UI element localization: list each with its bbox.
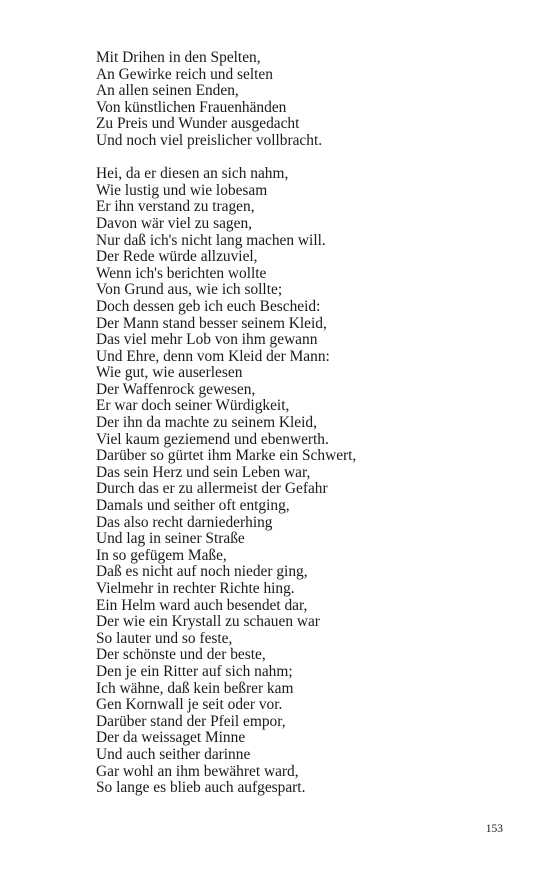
poem-line: Und lag in seiner Straße xyxy=(96,530,245,548)
poem-line: Davon wär viel zu sagen, xyxy=(96,214,252,232)
poem-line: Und Ehre, denn vom Kleid der Mann: xyxy=(96,347,330,365)
poem-line: Und noch viel preislicher vollbracht. xyxy=(96,131,323,149)
poem-line: Vielmehr in rechter Richte hing. xyxy=(96,580,295,597)
poem-line: Und auch seither darinne xyxy=(96,745,251,763)
poem-line: Der wie ein Krystall zu schauen war xyxy=(96,613,320,631)
poem-line: In so gefügem Maße, xyxy=(96,546,227,564)
poem-line: Der ihn da machte zu seinem Kleid, xyxy=(96,414,317,432)
stanza xyxy=(96,50,496,150)
poem-line: Von Grund aus, wie ich sollte; xyxy=(96,281,283,299)
poem-line: Durch das er zu allermeist der Gefahr xyxy=(96,480,328,498)
poem-line: Mit Drihen in den Spelten, xyxy=(96,49,261,66)
poem-line: Das also recht darniederhing xyxy=(96,513,273,531)
poem-line: Zu Preis und Wunder ausgedacht xyxy=(96,115,300,133)
poem-line: Von künstlichen Frauenhänden xyxy=(96,98,287,116)
poem-line: Der Mann stand besser seinem Kleid, xyxy=(96,314,327,332)
poem-line: Darüber stand der Pfeil empor, xyxy=(96,712,286,730)
poem-line: Der Rede würde allzuviel, xyxy=(96,248,258,266)
poem-line: Ich wähne, daß kein beßrer kam xyxy=(96,679,294,697)
poem-line: So lauter und so feste, xyxy=(96,629,233,647)
poem-line: Der da weissaget Minne xyxy=(96,729,246,747)
poem-line: Darüber so gürtet ihm Marke ein Schwert, xyxy=(96,447,357,465)
poem-line: Der Waffenrock gewesen, xyxy=(96,380,256,398)
poem-line: Gar wohl an ihm bewähret ward, xyxy=(96,762,299,780)
poem-line: Nur daß ich's nicht lang machen will. xyxy=(96,231,326,249)
poem-line: Er war doch seiner Würdigkeit, xyxy=(96,397,290,415)
poem-text xyxy=(96,50,496,797)
poem-line: So lange es blieb auch aufgespart. xyxy=(96,779,306,797)
poem-line: Wie gut, wie auserlesen xyxy=(96,364,243,382)
poem-line: Wie lustig und wie lobesam xyxy=(96,181,268,199)
poem-line: Den je ein Ritter auf sich nahm; xyxy=(96,662,293,680)
page-number: 153 xyxy=(485,823,503,835)
poem-line: Doch dessen geb ich euch Bescheid: xyxy=(96,297,321,315)
stanza xyxy=(96,166,496,797)
poem-line: Viel kaum geziemend und ebenwerth. xyxy=(96,430,329,448)
poem-line: Wenn ich's berichten wollte xyxy=(96,264,267,282)
poem-line: An Gewirke reich und selten xyxy=(96,65,273,83)
poem-line: Er ihn verstand zu tragen, xyxy=(96,198,255,216)
poem-line: Das sein Herz und sein Leben war, xyxy=(96,463,311,481)
poem-line: Das viel mehr Lob von ihm gewann xyxy=(96,331,318,349)
poem-line: Der schönste und der beste, xyxy=(96,646,266,664)
poem-line: Ein Helm ward auch besendet dar, xyxy=(96,596,308,614)
poem-line: An allen seinen Enden, xyxy=(96,82,239,100)
poem-line: Daß es nicht auf noch nieder ging, xyxy=(96,563,308,581)
poem-line: Damals und seither oft entging, xyxy=(96,497,290,515)
poem-line: Hei, da er diesen an sich nahm, xyxy=(96,165,289,183)
poem-line: Gen Kornwall je seit oder vor. xyxy=(96,696,283,714)
